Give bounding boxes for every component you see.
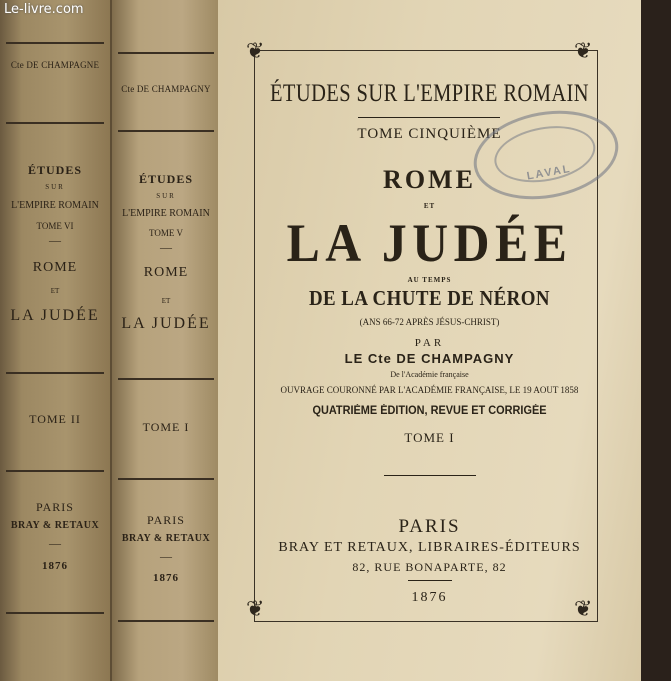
spine-rule [118,620,214,622]
spine-paris: PARIS [147,513,185,527]
title-et: ET [423,202,436,210]
publication-year: 1876 [411,590,448,605]
spine-judee: LA JUDÉE [10,307,100,324]
spine-rome: ROME [32,260,78,275]
publisher-city: PARIS [398,516,461,537]
subtitle-years: (ANS 66-72 APRÈS JÉSUS-CHRIST) [359,317,500,327]
spine-et: ET [161,297,171,305]
title-rome: ROME [383,165,476,194]
divider [358,117,500,118]
spine-dash: — [49,233,61,247]
spine-rule [118,478,214,480]
spine-judee: LA JUDÉE [121,315,211,332]
spine-tome: TOME II [29,412,81,426]
spine-author: Cte DE CHAMPAGNE [10,60,100,70]
subtitle-au-temps: AU TEMPS [407,276,452,284]
stamp-text: LAVAL [525,162,573,183]
spine-sur: SUR [45,183,65,191]
spine-rome: ROME [143,265,189,280]
series-volume: TOME CINQUIÈME [357,126,502,142]
volume-number: TOME I [404,430,455,445]
spine-tome: TOME I [142,420,190,434]
par-label: PAR [414,337,445,349]
ornament-icon: ❦ [246,38,265,63]
spine-rule [118,130,214,132]
spine-rule [6,372,104,374]
spine-tome-ii [0,0,110,681]
spine-tome-i [110,0,220,681]
spine-year: 1876 [42,560,68,572]
spine-et: ET [50,287,60,295]
spine-sur: SUR [156,192,176,200]
watermark: Le-livre.com [4,2,84,17]
title-page [218,0,641,681]
ornament-icon: ❦ [574,38,593,63]
spine-dash: — [160,549,172,563]
spine-paris: PARIS [36,500,74,514]
divider [384,475,476,476]
spine-etudes: ÉTUDES [27,163,83,177]
spine-tome-series: TOME V [149,228,183,238]
background [641,0,671,681]
spine-empire: L'EMPIRE ROMAIN [11,200,99,211]
spine-rule [6,612,104,614]
series-title: ÉTUDES SUR L'EMPIRE ROMAIN [269,80,590,107]
publisher-name: BRAY ET RETAUX, LIBRAIRES-ÉDITEURS [278,540,581,555]
ornament-icon: ❦ [246,596,265,621]
spine-tome-series: TOME VI [36,221,74,231]
spine-publisher: BRAY & RETAUX [121,533,211,544]
spine-empire: L'EMPIRE ROMAIN [122,208,210,219]
spine-year: 1876 [153,572,179,584]
spine-etudes: ÉTUDES [138,172,194,186]
author-name: LE Cte DE CHAMPAGNY [344,351,515,366]
spine-rule [118,378,214,380]
spine-rule [6,42,104,44]
spine-publisher: BRAY & RETAUX [10,520,100,531]
spine-rule [118,52,214,54]
award-note: OUVRAGE COURONNÉ PAR L'ACADÉMIE FRANÇAISE, LE 19 AOUT 1858 [280,385,579,395]
subtitle: DE LA CHUTE DE NÉRON [308,286,551,310]
spine-dash: — [160,240,172,254]
title-judee: LA JUDÉE [286,213,573,273]
divider [408,580,452,581]
spine-dash: — [49,536,61,550]
edition-note: QUATRIÈME ÉDITION, REVUE ET CORRIGÉE [312,405,547,417]
ornament-icon: ❦ [574,596,593,621]
spine-rule [6,470,104,472]
publisher-address: 82, RUE BONAPARTE, 82 [352,560,507,574]
spine-author: Cte DE CHAMPAGNY [121,84,211,94]
author-affiliation: De l'Académie française [390,370,469,379]
spine-rule [6,122,104,124]
